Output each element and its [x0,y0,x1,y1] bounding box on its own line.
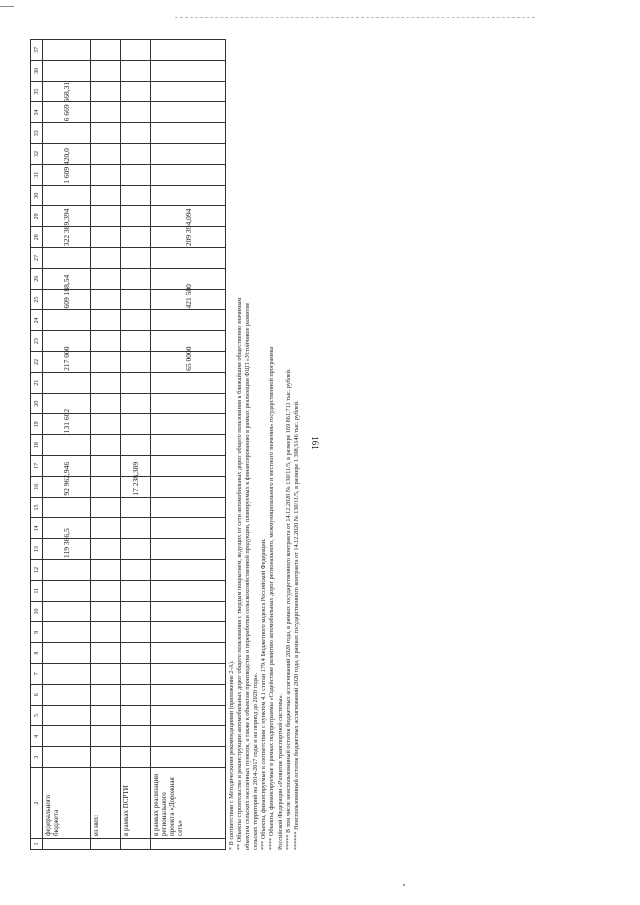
scan-dot [403,884,405,886]
table-row [151,40,226,850]
row-label: из них: [91,768,121,839]
table-row [43,40,91,850]
table-cell [91,227,121,248]
table-cell [91,393,121,414]
table-cell [151,664,226,685]
table-cell [121,40,151,61]
column-header: 25 [31,289,43,310]
table-cell: 322 389,394 [43,227,91,248]
table-cell [151,60,226,81]
table-cell [121,684,151,705]
table-cell [121,185,151,206]
table-cell [43,622,91,643]
column-header: 6 [31,684,43,705]
footnote-line: объектам сельских населенных пунктов, а также к объектам производства и переработки сельскохозяйственной продукции, планируемых к финансированию в рамках реализации ФЦП «Устойчивое развитие [244,302,252,850]
column-header: 20 [31,393,43,414]
table-cell [43,601,91,622]
table-cell [43,497,91,518]
footnote-line: ** Объекты строительства и реконструкции автомобильных дорог общего пользования с твердым покрытием, ведущих от сети автомобильных дорог общего пользования к ближайшим общественно значимым [236,297,244,850]
table-cell: 609 188,54 [43,289,91,310]
table-cell [121,643,151,664]
column-header: 3 [31,747,43,768]
table-cell [43,123,91,144]
column-header: 33 [31,123,43,144]
table-cell: 217 000 [43,352,91,373]
table-cell [91,684,121,705]
column-header: 1 [31,839,43,850]
footnote-line: * В соответствии с Методическими рекомендациями (приложение 2-А). [228,660,235,850]
table-cell [151,40,226,61]
table-cell [151,144,226,165]
column-header: 15 [31,497,43,518]
table-cell [121,539,151,560]
table-cell [121,268,151,289]
table-cell [121,435,151,456]
table-cell [121,560,151,581]
table-cell: 65 0000 [151,352,226,373]
table-cell: 131 602 [43,414,91,435]
column-header: 5 [31,705,43,726]
table-cell [43,40,91,61]
table-cell [121,123,151,144]
column-header: 27 [31,248,43,269]
row-label: федерального бюджета [43,768,91,839]
table-cell [91,560,121,581]
table-cell [121,164,151,185]
table-cell [151,476,226,497]
table-cell [121,414,151,435]
table-cell [91,144,121,165]
table-cell [43,185,91,206]
footnote-line: **** Объекты, финансируемые в рамках подпрограммы «Содействие развитию автомобильных дорог регионального, межмуниципального и местного значения» государственной программы [268,346,276,850]
table-cell [91,123,121,144]
footnote-line: Российской Федерации «Развитие транспортной системы». [276,693,284,850]
column-header: 23 [31,331,43,352]
footnotes [228,50,301,850]
table-row [91,40,121,850]
table-cell [151,580,226,601]
table-cell [43,726,91,747]
table-cell [121,331,151,352]
column-header: 16 [31,476,43,497]
table-cell [121,144,151,165]
column-header: 8 [31,643,43,664]
table-cell [151,497,226,518]
row-index-cell [151,839,226,850]
table-cell [43,643,91,664]
table-cell [43,664,91,685]
table-cell [151,684,226,705]
budget-table [30,39,226,850]
table-cell [91,414,121,435]
table-cell [91,268,121,289]
table-cell [121,352,151,373]
table-cell [151,248,226,269]
table-cell [151,622,226,643]
column-header: 22 [31,352,43,373]
table-cell [121,601,151,622]
table-cell: 1 609 420,0 [43,164,91,185]
table-cell [43,684,91,705]
row-index-cell [43,839,91,850]
column-header: 30 [31,185,43,206]
table-cell [121,289,151,310]
table-cell [151,747,226,768]
table-cell [121,393,151,414]
table-cell [91,456,121,477]
page-number: 161 [310,436,320,450]
table-cell [121,102,151,123]
table-cell [121,705,151,726]
column-header: 37 [31,40,43,61]
table-cell [91,164,121,185]
table-cell [43,560,91,581]
table-cell [91,705,121,726]
column-header: 13 [31,539,43,560]
table-cell [151,123,226,144]
column-header: 28 [31,227,43,248]
table-cell [91,622,121,643]
table-cell [91,352,121,373]
table-cell [91,726,121,747]
table-cell [43,747,91,768]
table-cell [151,705,226,726]
footnote-line: *** Объекты, финансируемые в соответствии с пунктом 4.1 статьи 179.4 Бюджетного кодекса Российской Федерации. [260,538,268,850]
table-cell [91,81,121,102]
column-header: 35 [31,81,43,102]
row-index-cell [121,839,151,850]
column-header: 12 [31,560,43,581]
table-cell [151,601,226,622]
table-cell [121,227,151,248]
table-cell [151,81,226,102]
table-cell [43,580,91,601]
table-cell [121,518,151,539]
table-cell: 6 669 568,31 [43,102,91,123]
footnote-line: ***** В том числе неиспользованный остаток бюджетных ассигнований 2020 года, в рамках государственного контракта от 14.12.2020 № 130/11/5, в размере 169 861,711 тыс. рублей. [284,368,292,850]
table-row [121,40,151,850]
table-cell [91,185,121,206]
table-cell [151,185,226,206]
row-index-cell [91,839,121,850]
table-cell [43,435,91,456]
table-cell [121,664,151,685]
table-cell [151,164,226,185]
column-header: 24 [31,310,43,331]
table-cell [91,310,121,331]
column-header: 17 [31,456,43,477]
table-cell [91,40,121,61]
table-cell [121,622,151,643]
table-cell [91,497,121,518]
table-cell [91,664,121,685]
table-cell [151,456,226,477]
table-cell [151,435,226,456]
table-cell: 119 366,5 [43,539,91,560]
table-cell [91,539,121,560]
top-mark [0,6,14,7]
top-dotted-line [175,17,535,18]
table-cell [91,372,121,393]
column-header: 18 [31,435,43,456]
table-cell [121,726,151,747]
table-cell [151,393,226,414]
table-cell [151,560,226,581]
table-cell [121,372,151,393]
table-cell [121,60,151,81]
table-cell: 209 394,094 [151,227,226,248]
table-cell [91,60,121,81]
column-header: 10 [31,601,43,622]
column-header: 26 [31,268,43,289]
table-cell [151,539,226,560]
table-cell [151,726,226,747]
row-label: в рамках ПСРТИ [121,768,151,839]
table-cell [121,497,151,518]
table-cell [91,248,121,269]
column-header: 4 [31,726,43,747]
table-cell [43,248,91,269]
table-cell [91,747,121,768]
table-cell [121,206,151,227]
table-cell [121,747,151,768]
table-cell: 421 500 [151,289,226,310]
table-cell [91,580,121,601]
column-header: 34 [31,102,43,123]
row-label: в рамках реализации регионального проекта «Дорожная сеть» [151,768,226,839]
column-header: 32 [31,144,43,165]
table-cell [43,705,91,726]
table-cell [91,518,121,539]
footnote-line: ****** Неиспользованный остаток бюджетных ассигнований 2020 года, в рамках государственного контракта от 14.12.2020 № 130/11/5, в размере 1 398,5146 тыс. рублей. [292,400,300,850]
table-cell: 92 962,946 [43,476,91,497]
table-cell [121,580,151,601]
table-cell [91,435,121,456]
table-cell [121,81,151,102]
table-cell [91,102,121,123]
table-cell [91,331,121,352]
column-header: 2 [31,768,43,839]
table-cell [43,310,91,331]
table-cell [91,643,121,664]
column-header: 19 [31,414,43,435]
column-header: 36 [31,60,43,81]
table-cell [91,476,121,497]
table-cell [151,310,226,331]
footnote-line: сельских территорий на 2014-2017 годы и на период до 2020 года». [252,672,260,850]
table-cell: 17 238,389 [121,476,151,497]
table-cell [121,310,151,331]
table-cell [91,289,121,310]
column-header: 7 [31,664,43,685]
column-header: 31 [31,164,43,185]
column-header: 11 [31,580,43,601]
table-cell [151,518,226,539]
table-cell [91,206,121,227]
table-cell [151,414,226,435]
column-header: 9 [31,622,43,643]
rotated-document [30,40,300,850]
table-cell [151,643,226,664]
column-header: 21 [31,372,43,393]
column-header: 14 [31,518,43,539]
column-header: 29 [31,206,43,227]
table-header-row [31,40,43,850]
table-cell [151,102,226,123]
table-cell [43,372,91,393]
table-cell [43,60,91,81]
table-cell [151,372,226,393]
table-cell [121,248,151,269]
table-cell [91,601,121,622]
